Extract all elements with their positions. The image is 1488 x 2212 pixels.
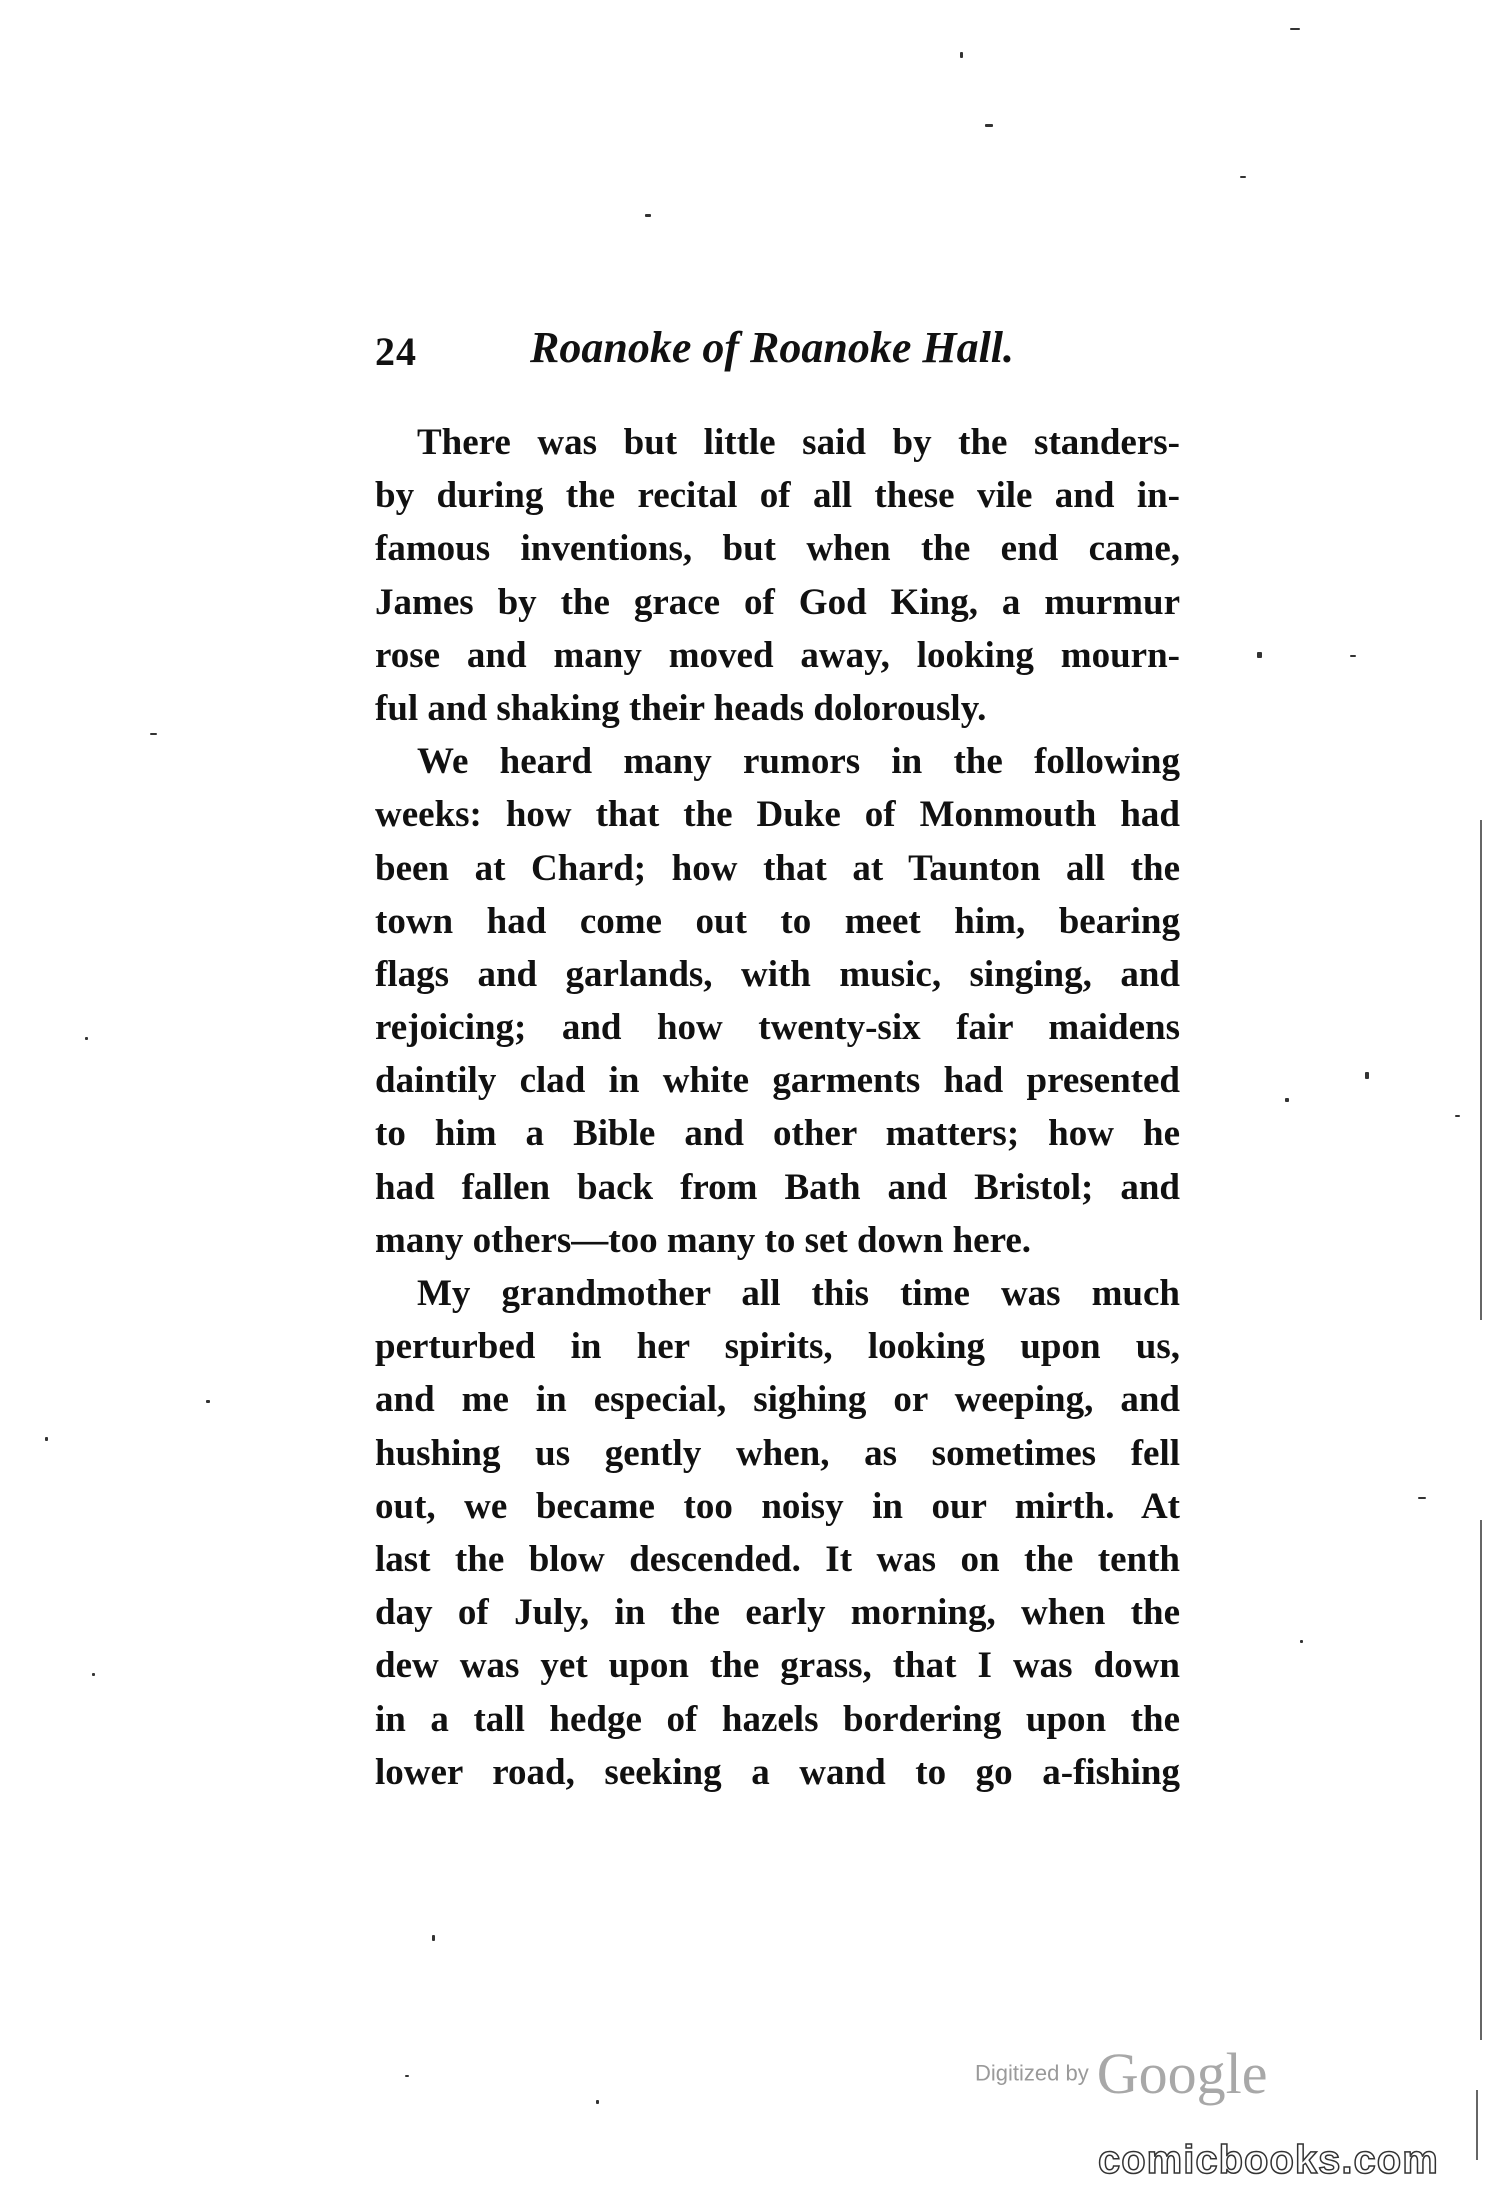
text-line: weeks: how that the Duke of Monmouth had: [375, 794, 1180, 836]
scan-speck: [405, 2075, 409, 2077]
text-line: town had come out to meet him, bearing: [375, 900, 1180, 942]
text-line: had fallen back from Bath and Bristol; and: [375, 1166, 1180, 1208]
scan-speck: [1455, 1115, 1460, 1117]
scan-speck: [596, 2100, 599, 2104]
scan-speck: [92, 1673, 95, 1676]
text-line: flags and garlands, with music, singing, and: [375, 953, 1180, 995]
google-logo: Google: [1096, 2041, 1268, 2106]
page-header: [375, 320, 1180, 390]
text-line: many others—too many to set down here.: [375, 1219, 1032, 1261]
scan-speck: [1285, 1098, 1289, 1102]
text-line: There was but little said by the standers-: [417, 422, 1180, 463]
scan-speck: [1257, 652, 1262, 658]
scan-speck: [432, 1935, 435, 1941]
page-edge-shadow: [1480, 1520, 1482, 2040]
google-watermark: [975, 2040, 1267, 2107]
scan-speck: [206, 1400, 210, 1403]
text-line: famous inventions, but when the end came,: [375, 528, 1180, 570]
page-edge-shadow: [1476, 2090, 1478, 2160]
scan-speck: [1300, 1640, 1303, 1643]
text-line: rose and many moved away, looking mourn-: [375, 634, 1180, 676]
text-line: We heard many rumors in the following: [417, 741, 1180, 783]
text-line: been at Chard; how that at Taunton all the: [375, 847, 1180, 889]
text-line: out, we became too noisy in our mirth. At: [375, 1485, 1180, 1527]
running-title: Roanoke of Roanoke Hall.: [530, 323, 1015, 372]
scan-speck: [150, 733, 157, 735]
text-line: James by the grace of God King, a murmur: [375, 581, 1180, 623]
text-line: in a tall hedge of hazels bordering upon the: [375, 1698, 1180, 1740]
text-line: day of July, in the early morning, when the: [375, 1592, 1180, 1634]
page-number: 24: [375, 329, 417, 374]
scan-speck: [1350, 655, 1356, 657]
text-line: last the blow descended. It was on the tenth: [375, 1538, 1180, 1580]
scan-speck: [645, 214, 651, 217]
page-edge-shadow: [1480, 820, 1482, 1320]
text-line: perturbed in her spirits, looking upon us,: [375, 1326, 1180, 1368]
scan-speck: [1240, 176, 1246, 178]
text-line: daintily clad in white garments had presented: [375, 1060, 1180, 1102]
scan-speck: [1290, 28, 1300, 30]
text-line: by during the recital of all these vile and in-: [375, 475, 1180, 517]
text-line: hushing us gently when, as sometimes fell: [375, 1432, 1180, 1474]
digitized-by-label: Digitized by: [975, 2060, 1089, 2086]
scan-speck: [45, 1437, 48, 1441]
text-line: ful and shaking their heads dolorously.: [375, 687, 987, 729]
scan-speck: [1365, 1072, 1369, 1079]
text-line: My grandmother all this time was much: [417, 1273, 1180, 1314]
text-line: rejoicing; and how twenty-six fair maidens: [375, 1007, 1180, 1049]
site-watermark: comicbooks.com: [1098, 2138, 1439, 2182]
text-line: lower road, seeking a wand to go a-fishing: [375, 1751, 1180, 1793]
text-line: and me in especial, sighing or weeping, and: [375, 1379, 1180, 1421]
scan-speck: [960, 52, 963, 58]
scan-speck: [85, 1037, 88, 1040]
text-line: to him a Bible and other matters; how he: [375, 1113, 1180, 1155]
body-text: [375, 416, 1180, 1799]
text-line: dew was yet upon the grass, that I was down: [375, 1645, 1180, 1687]
scan-speck: [1418, 1497, 1426, 1499]
scan-speck: [985, 124, 993, 127]
